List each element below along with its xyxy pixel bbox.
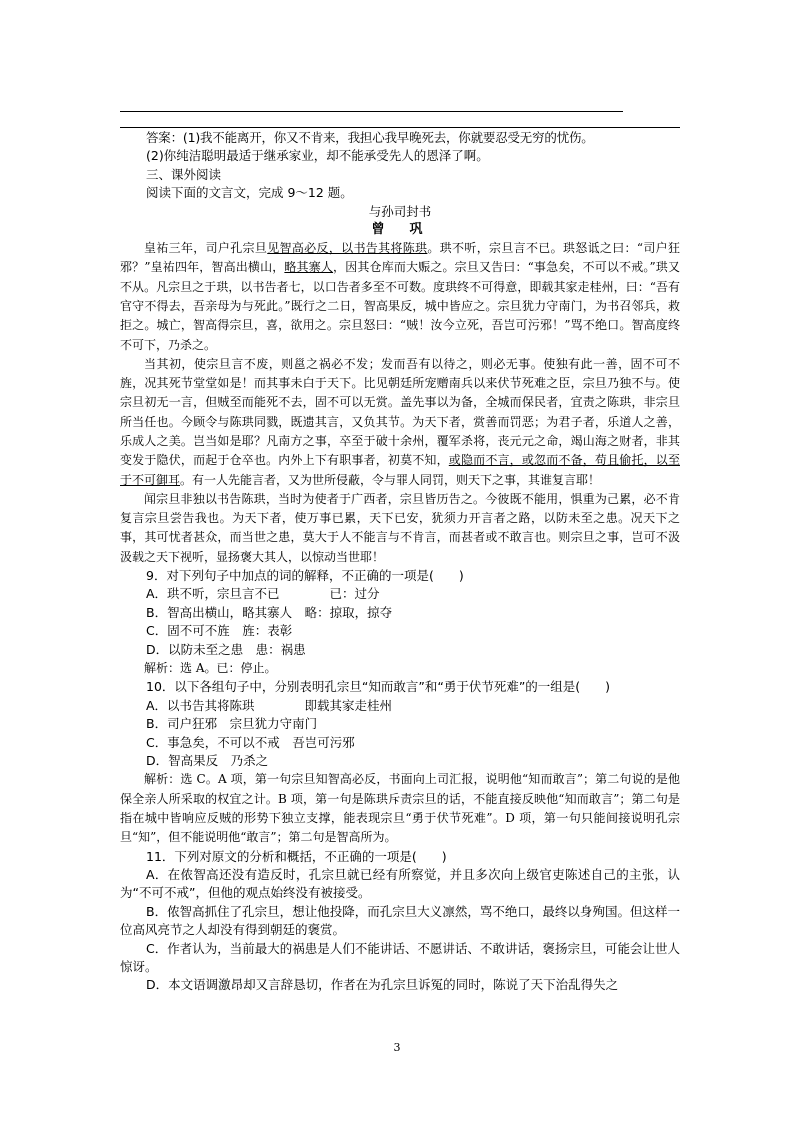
p2-underlined: 或隐而不言，或忽而不备，苟且偷托，以至于不可御耳 xyxy=(120,453,680,487)
article-paragraph-1 xyxy=(120,239,680,355)
q10-analysis: 解析：选 C。A 项，第一句宗旦知智高必反，书面向上司汇报，说明他“知而敢言”；第二句说的是他保全亲人所采取的权宜之计。B 项，第一句是陈珙斥责宗旦的话，不能直接反映他“知而敢言”；第二句是指在城中皆响应反贼的形势下独立支撑，能表现宗旦“勇于伏节死难”。D 项，第一句只能间接说明孔宗旦“知”，但不能说明他“敢言”；第二句是智高所为。 xyxy=(120,772,680,845)
q11-option-c: C．作者认为，当前最大的祸患是人们不能讲话、不愿讲话、不敢讲话，褒扬宗旦，可能会让世人惊讶。 xyxy=(120,940,680,975)
q11-option-b: B．侬智高抓住了孔宗旦，想让他投降，而孔宗旦大义凛然，骂不绝口，最终以身殉国。但这样一位高风亮节之人却没有得到朝廷的褒赏。 xyxy=(120,903,680,938)
q9-stem: 9．对下列句子中加点的词的解释，不正确的一项是( ) xyxy=(146,568,464,584)
q9-option-d: D．以防未至之患 患：祸患 xyxy=(146,641,306,657)
article-paragraph-2 xyxy=(120,355,680,490)
q10-stem: 10．以下各组句子中，分别表明孔宗旦“知而敢言”和“勇于伏节死难”的一组是( ) xyxy=(146,679,611,695)
answer-line-2: (2)你纯洁聪明最适于继承家业，却不能承受先人的恩泽了啊。 xyxy=(146,148,489,164)
q11-stem: 11．下列对原文的分析和概括，不正确的一项是( ) xyxy=(146,848,447,864)
p1-underlined-1: 见智高必反，以书告其将陈珙 xyxy=(267,241,428,256)
p2-text-b: 。有一人先能言者，又为世所侵蔽，令与罪人同罚，则天下之事，其谁复言耶！ xyxy=(180,472,601,487)
p1-text-b: 。珙不听，宗旦言不已。珙怒诋之曰：“司户狂邪？”皇祐四年，智高出横山， xyxy=(120,241,680,275)
q9-option-b: B．智高出横山，略其寨人 略：掠取，掠夺 xyxy=(146,604,393,620)
p1-text-a: 皇祐三年，司户孔宗旦 xyxy=(144,241,268,256)
article-title: 与孙司封书 xyxy=(368,203,432,219)
answer-rule xyxy=(120,127,680,128)
q11-option-d: D．本文语调激昂却又言辞恳切，作者在为孔宗旦诉冤的同时，陈说了天下治乱得失之 xyxy=(146,977,619,993)
top-rule xyxy=(120,111,623,112)
q10-option-d: D．智高果反 乃杀之 xyxy=(146,753,269,769)
q10-option-b: B．司户狂邪 宗旦犹力守南门 xyxy=(146,716,318,732)
q9-option-c: C．固不可不旌 旌：表彰 xyxy=(146,623,293,639)
p1-underlined-2: 略其寨人 xyxy=(284,260,334,275)
p2-text-a: 当其初，使宗旦言不废，则邕之祸必不发；发而吾有以待之，则必无事。使独有此一善，固不可不旌，况其死节堂堂如是！而其事未白于天下。比见朝廷所宠赠南兵以来伏节死难之臣，宗旦乃独不与。使宗旦初无一言，但贼至而能死不去，固不可以无赏。盖先事以为备，全城而保民者，宜责之陈珙，非宗旦所当任也。今顾令与陈珙同戮，既遗其言，又负其节。为天下者，赏善而罚恶；为君子者，乐道人之善，乐成人之美。岂当如是耶？凡南方之事，卒至于破十余州，覆军杀将，丧元元之命，竭山海之财者，非其变发于隐伏，而起于仓卒也。内外上下有职事者，初莫不知， xyxy=(120,356,680,468)
article-paragraph-3: 闻宗旦非独以书告陈珙，当时为使者于广西者，宗旦皆历告之。今彼既不能用，惧重为己累，必不肯复言宗旦尝告我也。为天下者，使万事已累，天下已安，犹须力开言者之路，以防未至之患。况天下之事，其可忧者甚众，而当世之患，莫大于人不能言与不肯言，而甚者或不敢言也。则宗旦之事，岂可不汲汲载之天下视听，显扬褒大其人，以惊动当世耶！ xyxy=(120,491,680,564)
q9-analysis: 解析：选 A。已：停止。 xyxy=(144,661,277,676)
page-number: 3 xyxy=(393,1041,401,1054)
section-instruction: 阅读下面的文言文，完成 9～12 题。 xyxy=(146,185,353,201)
q9-option-a: A．珙不听，宗旦言不已 已：过分 xyxy=(146,586,380,602)
q10-option-c: C．事急矣，不可以不戒 吾岂可污邪 xyxy=(146,734,355,750)
page-content xyxy=(120,129,680,995)
p1-text-c: ，因其仓库而大赈之。宗旦又告曰：“事急矣，不可以不戒。”珙又不从。凡宗旦之于珙，以书告者七，以口告者多至不可数。度珙终不可得意，即载其家走桂州，曰：“吾有官守不得去，吾亲母为与死此。”既行之二日，智高果反，城中皆应之。宗旦犹力守南门，为书召邻兵，救拒之。城亡，智高得宗旦，喜，欲用之。宗旦怒曰：“贼！汝今立死，吾岂可污邪！”骂不绝口。智高度终不可下，乃杀之。 xyxy=(120,260,680,352)
article-author: 曾 巩 xyxy=(371,222,429,238)
answer-line-1: 答案：(1)我不能离开，你又不肯来，我担心我早晚死去，你就要忍受无穷的忧伤。 xyxy=(146,130,594,145)
section-heading: 三、课外阅读 xyxy=(146,166,222,182)
q10-option-a: A．以书告其将陈珙 即载其家走桂州 xyxy=(146,697,393,713)
q11-option-a: A．在侬智高还没有造反时，孔宗旦就已经有所察觉，并且多次向上级官吏陈述自己的主张，认为“不可不戒”，但他的观点始终没有被接受。 xyxy=(120,867,680,901)
